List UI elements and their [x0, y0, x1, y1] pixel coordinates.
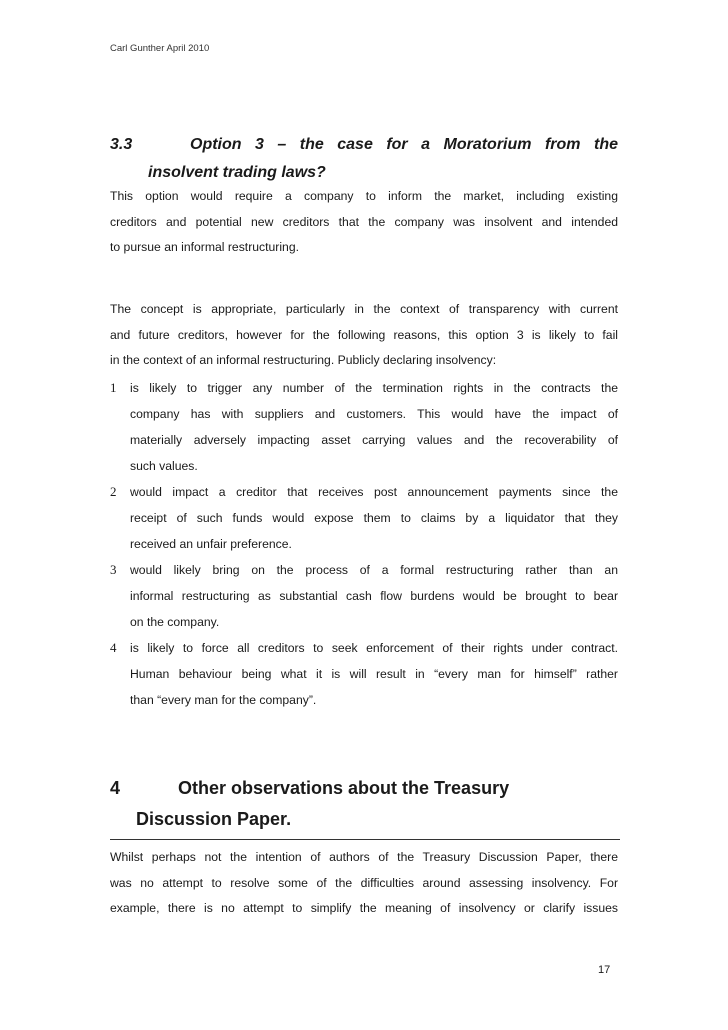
heading-divider [110, 839, 620, 840]
running-header: Carl Gunther April 2010 [110, 43, 210, 54]
list-line: would likely bring on the process of a formal restructuring rather than an [130, 563, 618, 577]
list-item [110, 557, 618, 635]
section-title-line-2: Discussion Paper. [136, 809, 292, 829]
list-line: than “every man for the company”. [130, 693, 317, 707]
paragraph-line: The concept is appropriate, particularly in the context of transparency with current [110, 302, 618, 316]
list-line: receipt of such funds would expose them to claims by a liquidator that they [130, 511, 618, 525]
paragraph-line: was no attempt to resolve some of the difficulties around assessing insolvency. For [110, 875, 618, 890]
paragraph-observations [110, 845, 618, 922]
list-line: Human behaviour being what it is will result in “every man for himself” rather [130, 667, 618, 681]
section-number: 4 [110, 778, 121, 798]
list-line: is likely to force all creditors to seek enforcement of their rights under contract. [130, 641, 618, 655]
list-line: on the company. [130, 615, 220, 629]
paragraph-line: to pursue an informal restructuring. [110, 240, 299, 255]
paragraph-line: This option would require a company to inform the market, including existing [110, 189, 618, 203]
section-number: 3.3 [110, 136, 133, 153]
list-line: received an unfair preference. [130, 537, 292, 551]
list-line: informal restructuring as substantial cash flow burdens would be brought to bear [130, 589, 618, 603]
list-line: would impact a creditor that receives post announcement payments since the [130, 485, 618, 499]
list-line: materially adversely impacting asset carrying values and the recoverability of [130, 433, 618, 447]
list-item [110, 479, 618, 557]
paragraph-concept [110, 297, 618, 374]
list-item [110, 375, 618, 479]
paragraph-line: example, there is no attempt to simplify the meaning of insolvency or clarify issues [110, 901, 618, 916]
list-marker: 1 [110, 380, 117, 395]
list-marker: 2 [110, 484, 117, 499]
page-number: 17 [598, 964, 611, 976]
list-marker: 4 [110, 640, 117, 655]
paragraph-line: creditors and potential new creditors that the company was insolvent and intended [110, 214, 618, 229]
list-marker: 3 [110, 562, 117, 577]
numbered-list [110, 375, 618, 713]
list-line: is likely to trigger any number of the termination rights in the contracts the [130, 381, 618, 395]
paragraph-line: Whilst perhaps not the intention of authors of the Treasury Discussion Paper, there [110, 850, 618, 864]
paragraph-line: in the context of an informal restructuring. Publicly declaring insolvency: [110, 353, 497, 368]
section-title-line-2: insolvent trading laws? [148, 164, 326, 181]
paragraph-line: and future creditors, however for the following reasons, this option 3 is likely to fail [110, 327, 618, 342]
section-title-line-1: Other observations about the Treasury [178, 778, 510, 798]
section-title-line-1: Option 3 – the case for a Moratorium from the [190, 136, 618, 153]
paragraph-option-3 [110, 184, 618, 261]
list-line: such values. [130, 459, 198, 473]
list-item [110, 635, 618, 713]
list-line: company has with suppliers and customers. This would have the impact of [130, 407, 618, 421]
